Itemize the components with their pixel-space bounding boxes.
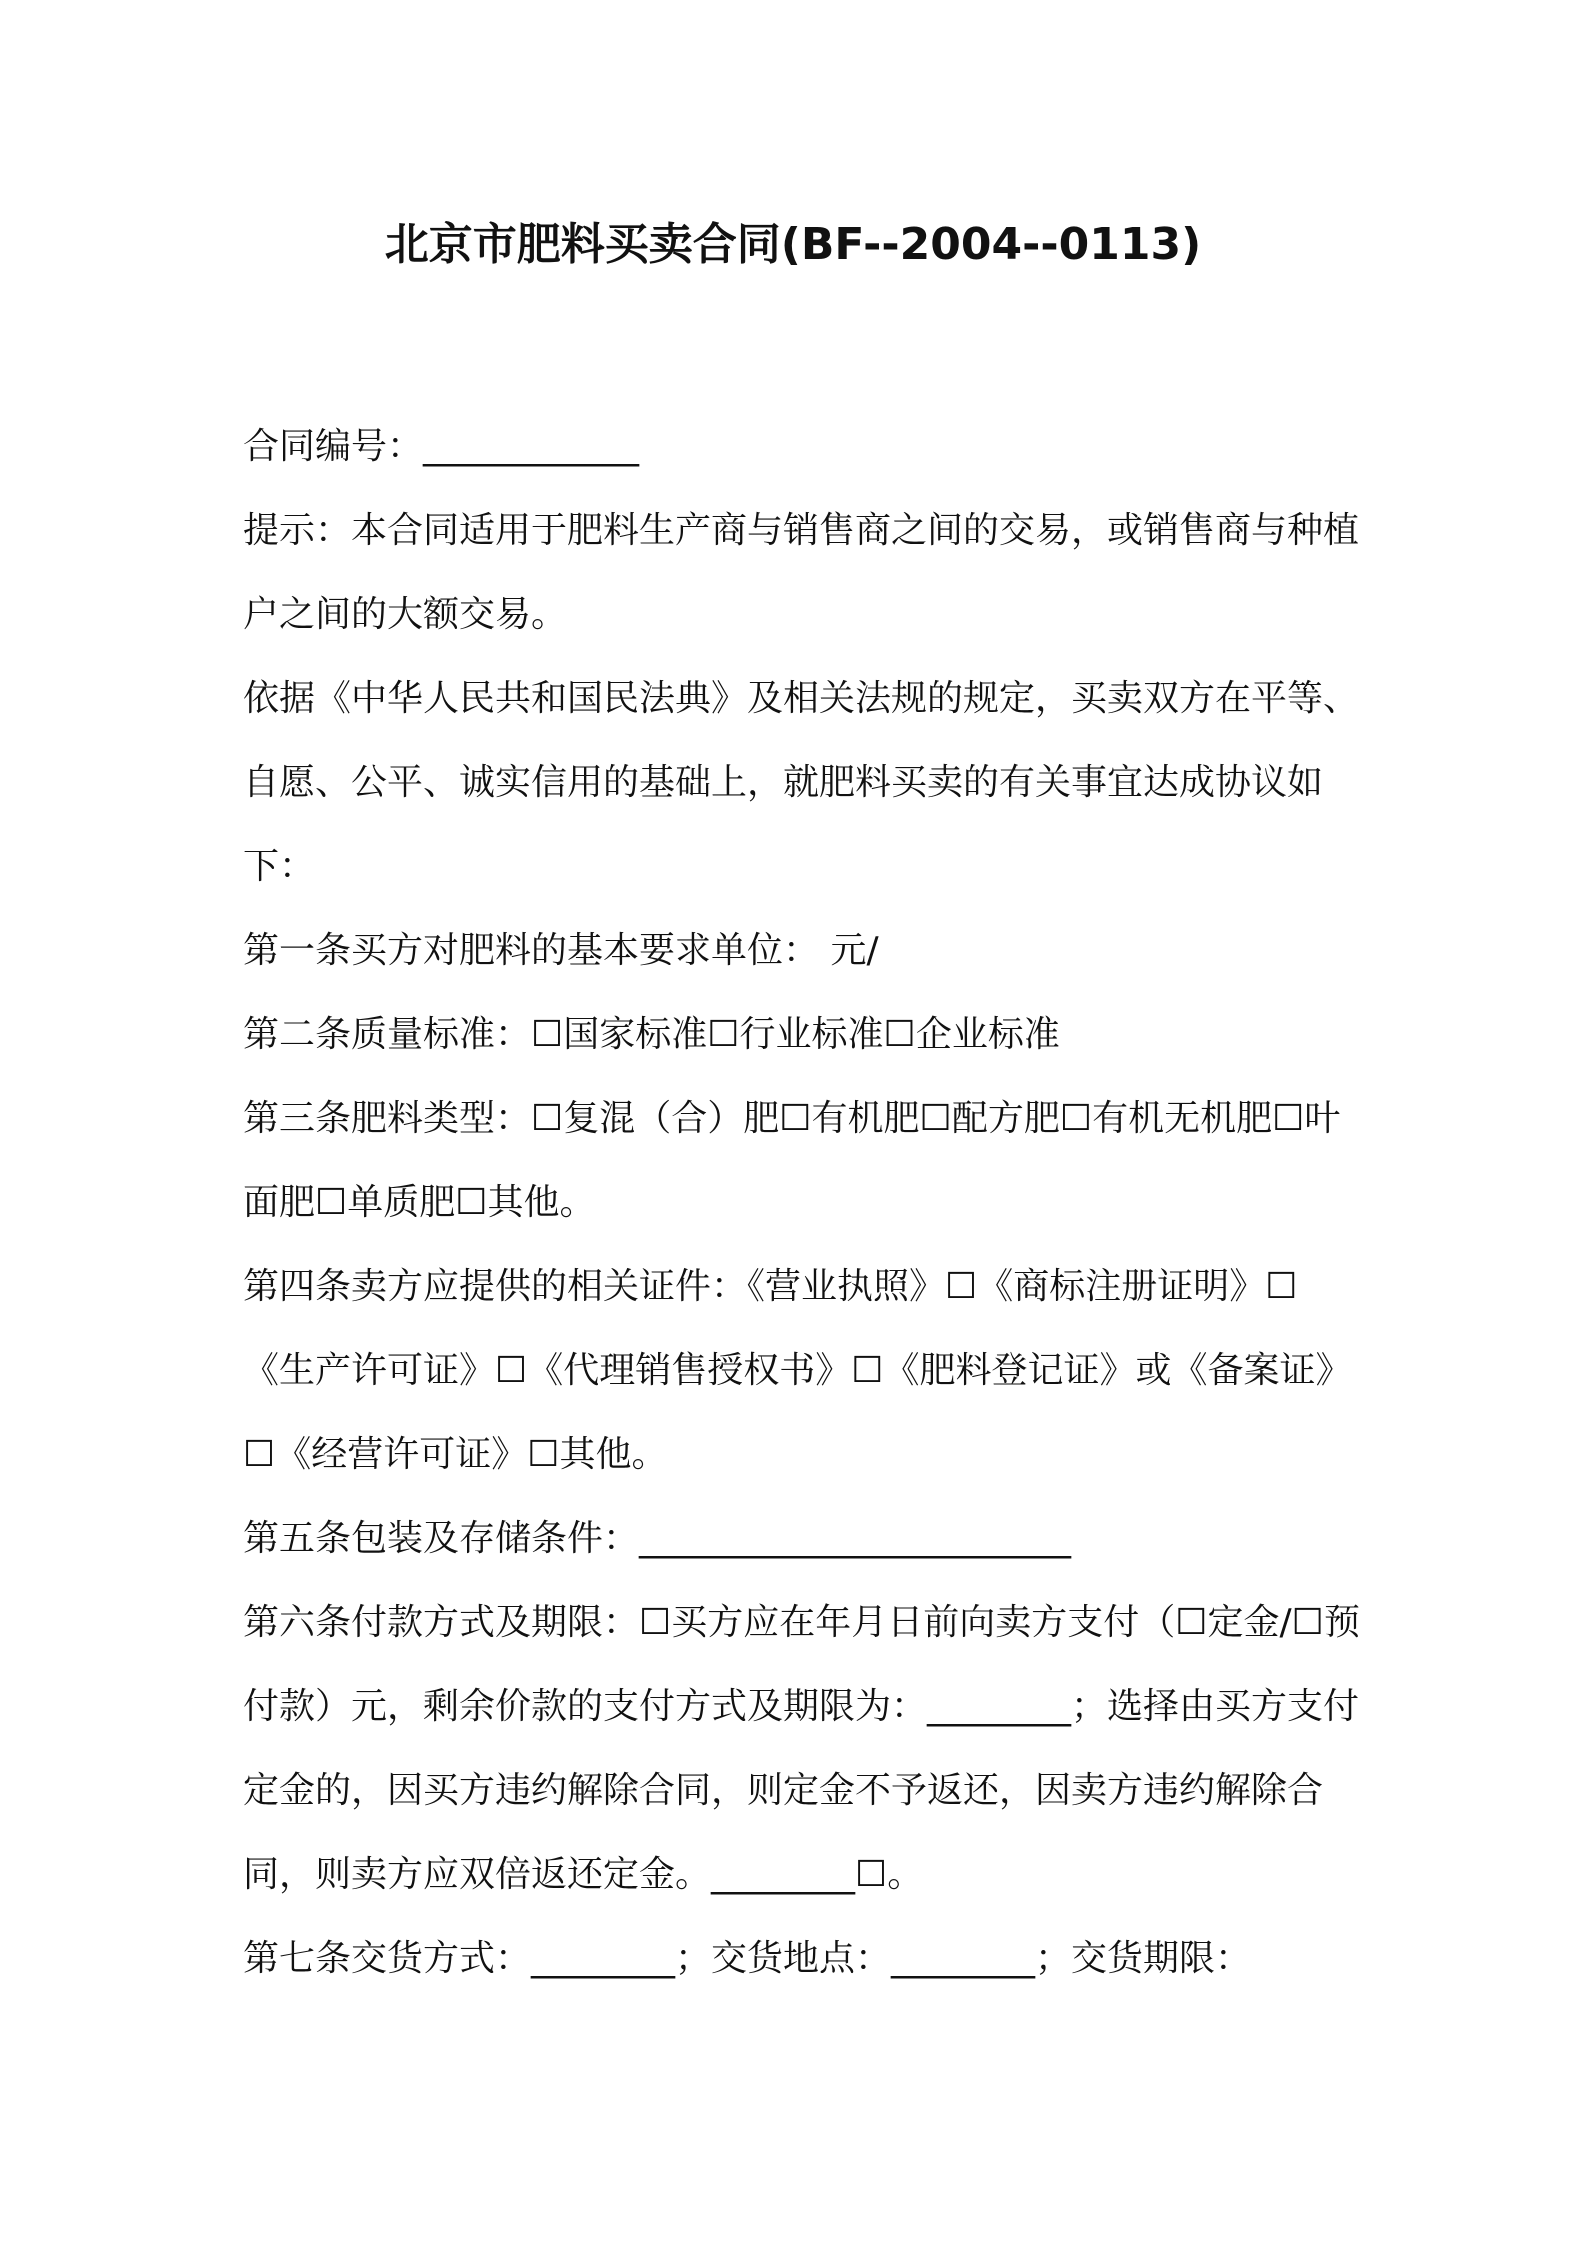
legal-basis-paragraph: 依据《中华人民共和国民法典》及相关法规的规定，买卖双方在平等、自愿、公平、诚实信用的基础上，就肥料买卖的有关事宜达成协议如下： [243, 678, 1360, 887]
usage-hint-paragraph: 提示：本合同适用于肥料生产商与销售商之间的交易，或销售商与种植户之间的大额交易。 [243, 510, 1360, 635]
article-7-delivery: 第七条交货方式：________；交货地点：________；交货期限： [243, 1938, 1252, 1979]
article-3-fertilizer-type: 第三条肥料类型：☐复混（合）肥☐有机肥☐配方肥☐有机无机肥☐叶面肥☐单质肥☐其他。 [243, 1098, 1341, 1223]
document-title: 北京市肥料买卖合同(BF--2004--0113) [384, 219, 1202, 270]
article-1-basic-requirements: 第一条买方对肥料的基本要求单位： 元/ [243, 930, 879, 971]
article-6-payment-terms: 第六条付款方式及期限：☐买方应在年月日前向卖方支付（☐定金/☐预付款）元，剩余价款的支付方式及期限为：________；选择由买方支付定金的，因买方违约解除合同，则定金不予返还，因卖方违约解除合同，则卖方应双倍返还定金。________☐。 [243, 1602, 1360, 1895]
article-4-certificates: 第四条卖方应提供的相关证件：《营业执照》☐《商标注册证明》☐《生产许可证》☐《代理销售授权书》☐《肥料登记证》或《备案证》☐《经营许可证》☐其他。 [243, 1266, 1352, 1475]
article-2-quality-standard: 第二条质量标准：☐国家标准☐行业标准☐企业标准 [243, 1014, 1060, 1055]
document-body [243, 405, 1363, 2001]
article-5-packaging-storage: 第五条包装及存储条件：________________________ [243, 1518, 1072, 1559]
contract-number-line: 合同编号：____________ [243, 426, 640, 467]
